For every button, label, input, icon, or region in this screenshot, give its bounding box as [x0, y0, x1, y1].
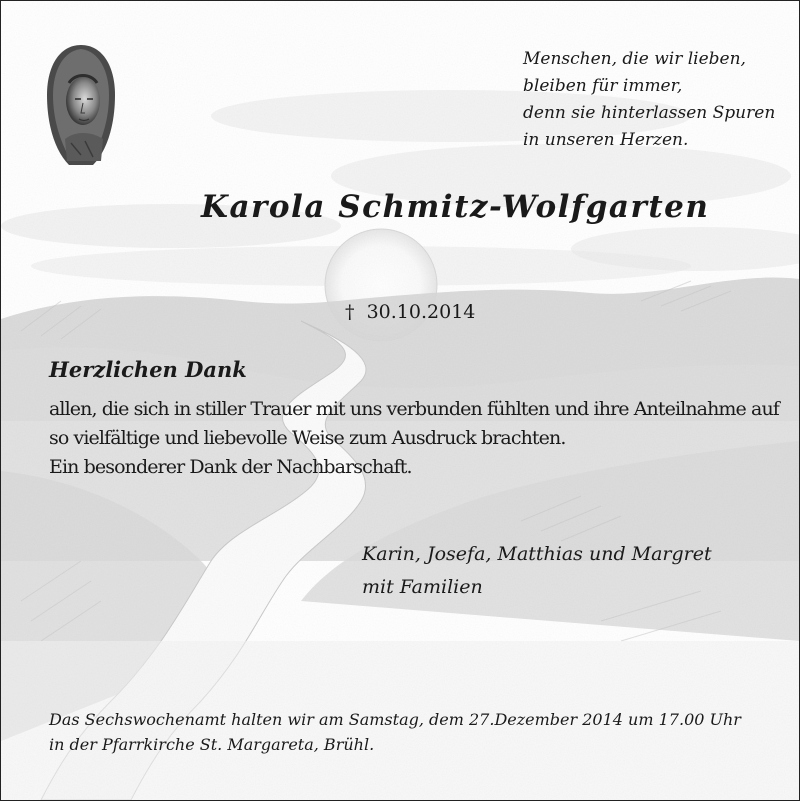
notice-line: in der Pfarrkirche St. Margareta, Brühl. — [49, 735, 375, 754]
thanks-text — [49, 395, 779, 482]
thanks-line: so vielfältige und liebevolle Weise zum Ausdruck brachten. — [49, 427, 566, 449]
thanks-line: Ein besonderer Dank der Nachbarschaft. — [49, 456, 412, 478]
deceased-name: Karola Schmitz-Wolfgarten — [201, 189, 710, 225]
death-cross-symbol: † — [345, 301, 355, 323]
poem-line: bleiben für immer, — [523, 76, 683, 96]
thanks-heading: Herzlichen Dank — [49, 357, 247, 382]
thanks-line: allen, die sich in stiller Trauer mit uns verbunden fühlten und ihre Anteilnahme auf — [49, 398, 779, 420]
poem-line: denn sie hinterlassen Spuren — [523, 103, 776, 123]
madonna-portrait-image — [45, 43, 117, 167]
signature-line: mit Familien — [362, 576, 483, 598]
death-date: 30.10.2014 — [366, 301, 476, 323]
signature-line: Karin, Josefa, Matthias und Margret — [362, 543, 712, 565]
death-date-line — [345, 301, 475, 323]
memorial-poem — [523, 46, 775, 154]
notice-line: Das Sechswochenamt halten wir am Samstag, dem 27.Dezember 2014 um 17.00 Uhr — [49, 710, 741, 729]
poem-line: in unseren Herzen. — [523, 130, 689, 150]
mass-notice — [49, 707, 741, 757]
family-signature — [362, 538, 712, 604]
poem-line: Menschen, die wir lieben, — [523, 49, 746, 69]
